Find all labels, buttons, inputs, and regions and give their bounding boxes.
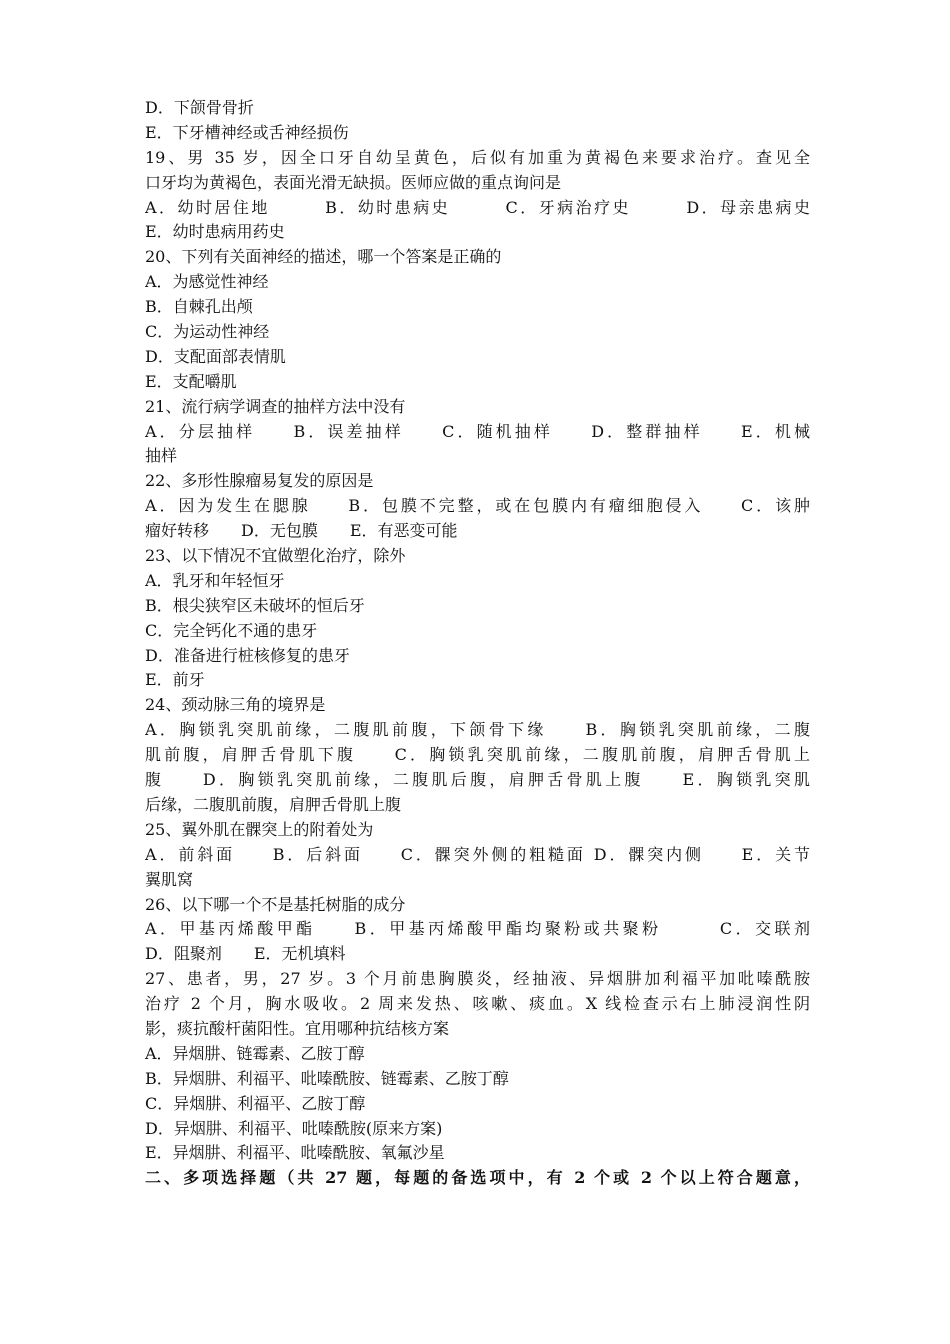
options-19: A．幼时居住地 B．幼时患病史 C．牙病治疗史 D．母亲患病史 <box>145 197 810 217</box>
options-24-cont: 肌前腹，肩胛舌骨肌下腹 C．胸锁乳突肌前缘，二腹肌前腹，肩胛舌骨肌上 <box>145 745 810 765</box>
question-27-cont: 影，痰抗酸杆菌阳性。宜用哪种抗结核方案 <box>145 1018 450 1038</box>
question-24: 24、颈动脉三角的境界是 <box>145 695 326 715</box>
options-22: A．因为发生在腮腺 B．包膜不完整，或在包膜内有瘤细胞侵入 C．该肿 <box>145 496 810 516</box>
question-25: 25、翼外肌在髁突上的附着处为 <box>145 819 374 839</box>
question-21: 21、流行病学调查的抽样方法中没有 <box>145 396 406 416</box>
option-line: B．自棘孔出颅 <box>145 297 253 317</box>
option-line: A．为感觉性神经 <box>145 272 269 292</box>
options-26: A．甲基丙烯酸甲酯 B．甲基丙烯酸甲酯均聚粉或共聚粉 C．交联剂 <box>145 919 810 939</box>
option-line: E．下牙槽神经或舌神经损伤 <box>145 122 349 142</box>
options-21-cont: 抽样 <box>145 446 178 466</box>
question-20: 20、下列有关面神经的描述，哪一个答案是正确的 <box>145 247 502 267</box>
option-line: A．异烟肼、链霉素、乙胺丁醇 <box>145 1043 365 1063</box>
options-25-cont: 翼肌窝 <box>145 869 194 889</box>
option-line: E．支配嚼肌 <box>145 371 237 391</box>
option-line: C．为运动性神经 <box>145 322 270 342</box>
option-line: E．前牙 <box>145 670 205 690</box>
option-line: B．异烟肼、利福平、吡嗪酰胺、链霉素、乙胺丁醇 <box>145 1068 509 1088</box>
document-page <box>145 96 810 1191</box>
option-line: E．异烟肼、利福平、吡嗪酰胺、氧氟沙星 <box>145 1143 445 1163</box>
option-line: B．根尖狭窄区未破坏的恒后牙 <box>145 595 365 615</box>
options-21: A．分层抽样 B．误差抽样 C．随机抽样 D．整群抽样 E．机械 <box>145 421 810 441</box>
question-27: 27、患者，男，27 岁。3 个月前患胸膜炎，经抽液、异烟肼加利福平加吡嗪酰胺 <box>145 969 810 989</box>
options-24-cont: 后缘，二腹肌前腹，肩胛舌骨肌上腹 <box>145 794 402 814</box>
question-19-cont: 口牙均为黄褐色，表面光滑无缺损。医师应做的重点询问是 <box>145 172 562 192</box>
question-23: 23、以下情况不宜做塑化治疗，除外 <box>145 546 406 566</box>
section-heading-multiple-choice: 二、多项选择题（共 27 题，每题的备选项中，有 2 个或 2 个以上符合题意， <box>145 1168 810 1188</box>
option-line: C．完全钙化不通的患牙 <box>145 620 318 640</box>
question-26: 26、以下哪一个不是基托树脂的成分 <box>145 894 406 914</box>
option-line: E．幼时患病用药史 <box>145 222 285 242</box>
question-19: 19、男 35 岁，因全口牙自幼呈黄色，后似有加重为黄褐色来要求治疗。查见全 <box>145 147 810 167</box>
question-27-cont: 治疗 2 个月，胸水吸收。2 周来发热、咳嗽、痰血。X 线检查示右上肺浸润性阴 <box>145 994 810 1014</box>
options-25: A．前斜面 B．后斜面 C．髁突外侧的粗糙面 D．髁突内侧 E．关节 <box>145 844 810 864</box>
option-line: A．乳牙和年轻恒牙 <box>145 570 285 590</box>
options-24-cont: 腹 D．胸锁乳突肌前缘，二腹肌后腹，肩胛舌骨肌上腹 E．胸锁乳突肌 <box>145 770 810 790</box>
options-26-cont: D．阻聚剂 E．无机填料 <box>145 944 346 964</box>
question-22: 22、多形性腺瘤易复发的原因是 <box>145 471 374 491</box>
option-line: D．支配面部表情肌 <box>145 346 286 366</box>
options-22-cont: 瘤好转移 D．无包膜 E．有恶变可能 <box>145 521 458 541</box>
option-line: C．异烟肼、利福平、乙胺丁醇 <box>145 1093 366 1113</box>
option-line: D．下颌骨骨折 <box>145 98 254 117</box>
option-line: D．异烟肼、利福平、吡嗪酰胺(原来方案) <box>145 1118 443 1138</box>
option-line: D．准备进行桩核修复的患牙 <box>145 645 350 665</box>
options-24: A．胸锁乳突肌前缘，二腹肌前腹，下颌骨下缘 B．胸锁乳突肌前缘，二腹 <box>145 720 810 740</box>
